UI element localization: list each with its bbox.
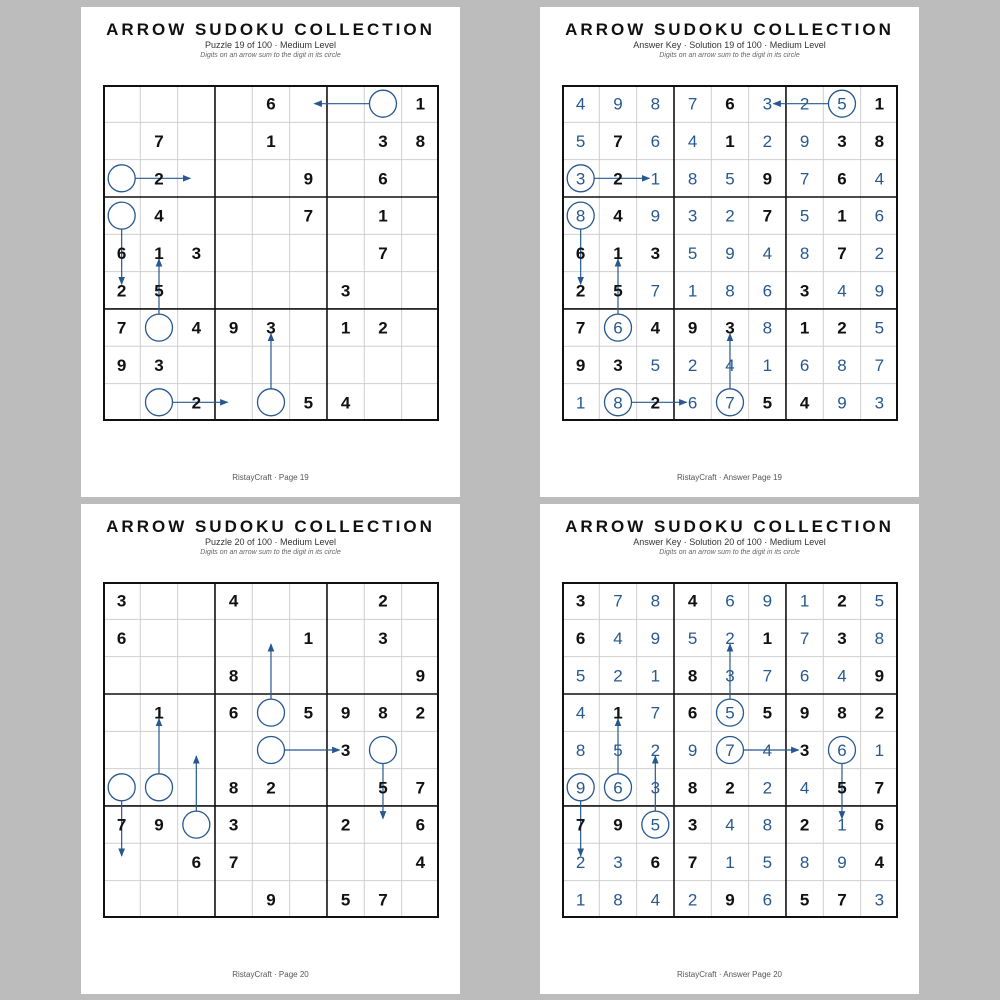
given-digit: 9 [266, 890, 276, 910]
page-footer: RistayCraft · Page 20 [232, 970, 309, 979]
solution-digit: 5 [762, 852, 773, 872]
given-digit: 6 [725, 94, 735, 114]
given-digit: 8 [874, 131, 885, 151]
sudoku-board[interactable] [103, 85, 439, 421]
given-digit: 2 [266, 778, 276, 798]
given-digit: 6 [837, 169, 847, 189]
page-title: ARROW SUDOKU COLLECTION [565, 517, 894, 536]
given-digit: 4 [415, 852, 426, 872]
solution-digit: 6 [874, 206, 885, 226]
solution-digit: 1 [799, 591, 810, 611]
rule-text: Digits on an arrow sum to the digit in its circle [200, 52, 341, 59]
given-digit: 2 [874, 703, 885, 723]
given-digit: 4 [191, 318, 202, 338]
given-digit: 3 [575, 591, 586, 611]
solution-digit: 8 [650, 591, 661, 611]
solution-digit: 6 [799, 666, 810, 686]
arrow-circle [183, 811, 210, 838]
arrow-circle [257, 736, 284, 763]
given-digit: 9 [725, 890, 735, 910]
solution-digit: 8 [762, 815, 773, 835]
solution-digit: 9 [837, 852, 847, 872]
given-digit: 6 [575, 628, 586, 648]
given-digit: 7 [378, 890, 388, 910]
given-digit: 9 [228, 318, 239, 338]
solution-digit: 6 [687, 393, 698, 413]
solution-digit: 2 [762, 778, 773, 798]
given-digit: 1 [154, 703, 164, 723]
given-digit: 5 [837, 778, 847, 798]
digits [576, 592, 885, 910]
given-digit: 1 [874, 94, 885, 114]
given-digit: 3 [650, 243, 661, 263]
page-footer: RistayCraft · Answer Page 20 [677, 970, 782, 979]
given-digit: 7 [575, 318, 586, 338]
given-digit: 2 [191, 393, 202, 413]
given-digit: 9 [154, 815, 164, 835]
solution-digit: 2 [725, 628, 735, 648]
page-title: ARROW SUDOKU COLLECTION [565, 20, 894, 39]
given-digit: 2 [613, 169, 623, 189]
solution-digit: 8 [613, 890, 623, 910]
given-digit: 3 [228, 815, 239, 835]
solution-digit: 3 [613, 852, 623, 872]
page-title: ARROW SUDOKU COLLECTION [106, 20, 435, 39]
puzzle-page-19 [81, 7, 460, 497]
arrow-circle [145, 774, 172, 801]
solution-digit: 4 [837, 281, 847, 301]
given-digit: 4 [874, 852, 885, 872]
solution-digit: 1 [725, 852, 735, 872]
given-digit: 5 [613, 281, 623, 301]
solution-digit: 6 [613, 778, 623, 798]
solution-digit: 5 [575, 131, 586, 151]
solution-digit: 9 [650, 206, 661, 226]
given-digit: 5 [303, 393, 314, 413]
solution-digit: 2 [687, 890, 698, 910]
given-digit: 9 [613, 815, 623, 835]
solution-digit: 8 [837, 355, 847, 375]
given-digit: 4 [154, 206, 164, 226]
given-digit: 2 [340, 815, 351, 835]
arrow-circle [369, 90, 396, 117]
solution-digit: 7 [725, 740, 735, 760]
given-digit: 8 [415, 131, 426, 151]
solution-digit: 3 [874, 393, 885, 413]
solution-digit: 7 [687, 94, 698, 114]
page-footer: RistayCraft · Answer Page 19 [677, 473, 782, 482]
given-digit: 7 [116, 815, 127, 835]
given-digit: 2 [837, 318, 847, 338]
solution-digit: 8 [762, 318, 773, 338]
given-digit: 7 [837, 890, 847, 910]
arrow-circle [257, 389, 284, 416]
given-digit: 1 [837, 206, 847, 226]
solution-digit: 6 [762, 890, 773, 910]
given-digit: 3 [266, 318, 276, 338]
given-digit: 7 [837, 243, 847, 263]
arrow-circle [369, 736, 396, 763]
rule-text: Digits on an arrow sum to the digit in its circle [659, 549, 800, 556]
solution-digit: 9 [613, 94, 623, 114]
solution-digit: 5 [874, 591, 885, 611]
given-digit: 2 [116, 281, 127, 301]
page-subtitle: Puzzle 19 of 100 · Medium Level [204, 40, 337, 50]
given-digit: 6 [266, 94, 276, 114]
solution-digit: 5 [650, 815, 661, 835]
solution-digit: 4 [762, 243, 773, 263]
solution-digit: 7 [799, 169, 810, 189]
arrow-circle [145, 389, 172, 416]
given-digit: 4 [650, 318, 661, 338]
given-digit: 6 [575, 243, 586, 263]
given-digit: 7 [575, 815, 586, 835]
given-digit: 2 [575, 281, 586, 301]
given-digit: 3 [613, 355, 623, 375]
solution-digit: 4 [687, 131, 698, 151]
given-digit: 1 [725, 131, 735, 151]
digits [117, 592, 426, 910]
given-digit: 5 [340, 890, 351, 910]
solution-digit: 3 [762, 94, 773, 114]
solution-digit: 6 [725, 591, 735, 611]
given-digit: 3 [378, 628, 388, 648]
arrow-circle [145, 314, 172, 341]
board-border [104, 583, 438, 917]
solution-digit: 4 [613, 628, 623, 648]
solution-digit: 5 [725, 703, 735, 723]
given-digit: 3 [340, 740, 351, 760]
given-digit: 7 [378, 243, 388, 263]
solution-digit: 5 [575, 666, 586, 686]
rule-text: Digits on an arrow sum to the digit in its circle [659, 52, 800, 59]
given-digit: 4 [340, 393, 351, 413]
given-digit: 2 [154, 169, 164, 189]
solution-digit: 8 [650, 94, 661, 114]
solution-digit: 8 [874, 628, 885, 648]
given-digit: 8 [378, 703, 388, 723]
given-digit: 7 [415, 778, 426, 798]
solution-digit: 8 [687, 169, 698, 189]
given-digit: 1 [415, 94, 426, 114]
given-digit: 6 [874, 815, 885, 835]
solution-digit: 8 [725, 281, 735, 301]
solution-digit: 9 [687, 740, 698, 760]
solution-digit: 7 [725, 393, 735, 413]
given-digit: 8 [837, 703, 847, 723]
solution-digit: 4 [575, 703, 586, 723]
given-digit: 3 [837, 131, 847, 151]
solution-digit: 3 [874, 890, 885, 910]
given-digit: 7 [687, 852, 698, 872]
solution-digit: 5 [799, 206, 810, 226]
given-digit: 6 [191, 852, 202, 872]
given-digit: 9 [874, 666, 885, 686]
solution-digit: 3 [725, 666, 735, 686]
given-digit: 7 [303, 206, 314, 226]
solution-digit: 3 [575, 169, 586, 189]
given-digit: 4 [613, 206, 623, 226]
solution-digit: 8 [575, 740, 586, 760]
solution-digit: 3 [687, 206, 698, 226]
solution-digit: 5 [874, 318, 885, 338]
given-digit: 4 [799, 393, 810, 413]
given-digit: 1 [799, 318, 810, 338]
solution-digit: 6 [799, 355, 810, 375]
given-digit: 6 [116, 243, 127, 263]
solution-digit: 7 [874, 355, 885, 375]
given-digit: 2 [725, 778, 735, 798]
solution-digit: 6 [613, 318, 623, 338]
given-digit: 6 [650, 852, 661, 872]
solution-digit: 4 [799, 778, 810, 798]
given-digit: 2 [799, 815, 810, 835]
given-digit: 6 [116, 628, 127, 648]
given-digit: 3 [799, 740, 810, 760]
given-digit: 7 [116, 318, 127, 338]
solution-digit: 4 [762, 740, 773, 760]
given-digit: 7 [154, 131, 164, 151]
given-digit: 1 [762, 628, 773, 648]
solution-digit: 5 [837, 94, 847, 114]
solution-digit: 5 [687, 628, 698, 648]
solution-digit: 3 [650, 778, 661, 798]
solution-digit: 1 [687, 281, 698, 301]
solution-digit: 1 [650, 169, 661, 189]
given-digit: 6 [415, 815, 426, 835]
rule-text: Digits on an arrow sum to the digit in its circle [200, 549, 341, 556]
given-digit: 3 [154, 355, 164, 375]
given-digit: 9 [116, 355, 127, 375]
given-digit: 9 [687, 318, 698, 338]
given-digit: 1 [303, 628, 314, 648]
given-digit: 8 [228, 666, 239, 686]
solution-digit: 1 [575, 890, 586, 910]
given-digit: 1 [613, 243, 623, 263]
sudoku-board[interactable] [103, 582, 439, 918]
page-subtitle: Answer Key · Solution 19 of 100 · Medium Level [633, 40, 826, 50]
solution-digit: 6 [837, 740, 847, 760]
given-digit: 3 [191, 243, 202, 263]
answer-page-19 [540, 7, 919, 497]
given-digit: 2 [650, 393, 661, 413]
given-digit: 4 [687, 591, 698, 611]
given-digit: 5 [303, 703, 314, 723]
given-digit: 3 [837, 628, 847, 648]
solution-digit: 9 [762, 591, 773, 611]
given-digit: 3 [687, 815, 698, 835]
solution-digit: 8 [799, 243, 810, 263]
sudoku-board[interactable] [562, 85, 898, 421]
solution-digit: 4 [725, 355, 735, 375]
solution-digit: 1 [837, 815, 847, 835]
solution-digit: 8 [799, 852, 810, 872]
solution-digit: 4 [575, 94, 586, 114]
solution-digit: 2 [799, 94, 810, 114]
given-digit: 1 [613, 703, 623, 723]
solution-digit: 7 [799, 628, 810, 648]
solution-digit: 1 [575, 393, 586, 413]
solution-digit: 7 [650, 281, 661, 301]
given-digit: 4 [228, 591, 239, 611]
given-digit: 6 [228, 703, 239, 723]
puzzle-page-20 [81, 504, 460, 994]
solution-digit: 9 [725, 243, 735, 263]
arrow-circle [257, 699, 284, 726]
given-digit: 2 [837, 591, 847, 611]
solution-digit: 4 [837, 666, 847, 686]
solution-digit: 5 [650, 355, 661, 375]
solution-digit: 2 [874, 243, 885, 263]
box-lines [103, 582, 439, 918]
given-digit: 2 [415, 703, 426, 723]
given-digit: 8 [687, 778, 698, 798]
solution-digit: 5 [687, 243, 698, 263]
solution-digit: 2 [650, 740, 661, 760]
given-digit: 7 [228, 852, 239, 872]
solution-digit: 9 [837, 393, 847, 413]
solution-digit: 7 [650, 703, 661, 723]
given-digit: 7 [762, 206, 773, 226]
solution-digit: 4 [650, 890, 661, 910]
solution-digit: 7 [613, 591, 623, 611]
given-digit: 1 [154, 243, 164, 263]
given-digit: 3 [378, 131, 388, 151]
given-digit: 3 [340, 281, 351, 301]
page-subtitle: Answer Key · Solution 20 of 100 · Medium Level [633, 537, 826, 547]
solution-digit: 4 [725, 815, 735, 835]
given-digit: 9 [762, 169, 773, 189]
given-digit: 5 [762, 703, 773, 723]
arrow-circle [108, 774, 135, 801]
grid-lines [103, 582, 439, 918]
solution-digit: 2 [725, 206, 735, 226]
solution-digit: 9 [650, 628, 661, 648]
digits [576, 95, 884, 413]
solution-digit: 2 [613, 666, 623, 686]
given-digit: 9 [415, 666, 426, 686]
given-digit: 9 [303, 169, 314, 189]
solution-digit: 6 [650, 131, 661, 151]
given-digit: 9 [340, 703, 351, 723]
solution-digit: 5 [613, 740, 623, 760]
given-digit: 1 [340, 318, 351, 338]
given-digit: 3 [116, 591, 127, 611]
given-digit: 8 [228, 778, 239, 798]
given-digit: 1 [266, 131, 276, 151]
given-digit: 3 [799, 281, 810, 301]
solution-digit: 5 [725, 169, 735, 189]
given-digit: 2 [378, 591, 388, 611]
answer-page-20 [540, 504, 919, 994]
given-digit: 5 [762, 393, 773, 413]
given-digit: 9 [799, 703, 810, 723]
given-digit: 8 [687, 666, 698, 686]
solution-digit: 9 [874, 281, 885, 301]
given-digit: 1 [378, 206, 388, 226]
solution-digit: 9 [799, 131, 810, 151]
solution-digit: 8 [575, 206, 586, 226]
page-subtitle: Puzzle 20 of 100 · Medium Level [204, 537, 337, 547]
solution-digit: 2 [687, 355, 698, 375]
solution-digit: 8 [613, 393, 623, 413]
given-digit: 5 [154, 281, 164, 301]
given-digit: 5 [378, 778, 388, 798]
page-footer: RistayCraft · Page 19 [232, 473, 309, 482]
given-digit: 3 [725, 318, 735, 338]
given-digit: 7 [613, 131, 623, 151]
solution-digit: 1 [874, 740, 885, 760]
given-digit: 2 [378, 318, 388, 338]
given-digit: 6 [378, 169, 388, 189]
given-digit: 7 [874, 778, 885, 798]
solution-digit: 4 [874, 169, 885, 189]
solution-digit: 2 [762, 131, 773, 151]
solution-digit: 7 [762, 666, 773, 686]
given-digit: 5 [799, 890, 810, 910]
solution-digit: 1 [762, 355, 773, 375]
solution-digit: 6 [762, 281, 773, 301]
arrow-circle [108, 202, 135, 229]
page-title: ARROW SUDOKU COLLECTION [106, 517, 435, 536]
solution-digit: 9 [575, 778, 586, 798]
sudoku-board[interactable] [562, 582, 898, 918]
solution-digit: 2 [575, 852, 586, 872]
given-digit: 9 [575, 355, 586, 375]
given-digit: 6 [687, 703, 698, 723]
arrow-circle [108, 165, 135, 192]
solution-digit: 1 [650, 666, 661, 686]
